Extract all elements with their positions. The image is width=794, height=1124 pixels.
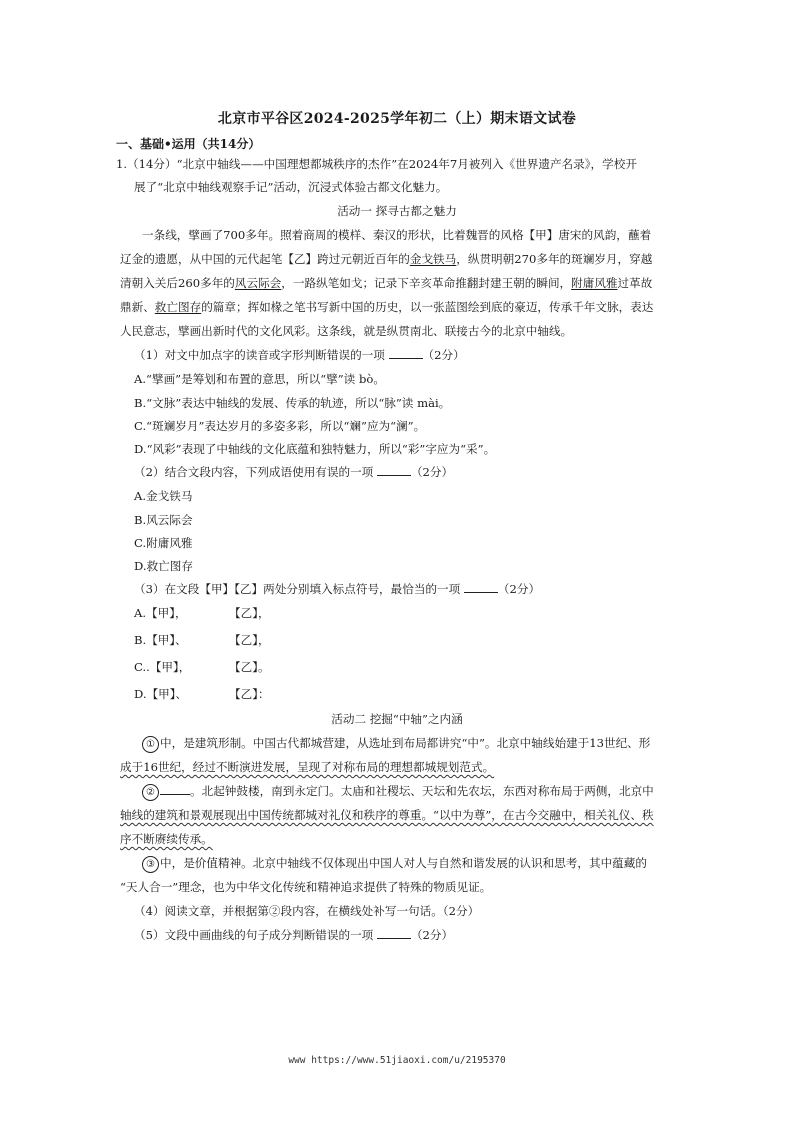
passage-text: 鼎新、 xyxy=(120,300,155,314)
passage1-line5: 人民意志，擘画出新时代的文化风彩。这条线，就是纵贯南北、联接古今的北京中轴线。 xyxy=(120,324,573,338)
option-d: D.“风彩”表现了中轴线的文化底蕴和独特魅力，所以“彩”字应为“采”。 xyxy=(134,442,496,456)
passage2-para2-line1 xyxy=(142,781,654,801)
answer-blank[interactable] xyxy=(464,580,498,593)
wavy-underlined-sentence: 成于16世纪，经过不断演进发展，呈现了对称布局的理想都城规划范式。 xyxy=(120,760,495,774)
passage1-line2 xyxy=(120,249,652,269)
option-c-right: 【乙】。 xyxy=(229,660,270,674)
option-c-left: C..【甲】， xyxy=(134,660,191,674)
sub-question-1 xyxy=(134,345,465,365)
sub-question-4: （4）阅读文章，并根据第②段内容，在横线处补写一句话。（2分） xyxy=(134,904,480,918)
passage2-para2-line3 xyxy=(120,829,213,849)
idiom-underlined: 救亡图存 xyxy=(154,300,202,314)
answer-blank[interactable] xyxy=(377,463,411,476)
passage-text: 辽金的遗愿，从中国的元代起笔【乙】跨过元朝近百年的 xyxy=(120,252,410,266)
passage2-para1-line1 xyxy=(142,733,650,753)
question-text: （5）文段中画曲线的句子成分判断错误的一项 xyxy=(134,928,374,942)
option-c: C.附庸风雅 xyxy=(134,536,193,550)
wavy-underlined-sentence: 轴线的建筑和景观展现出中国传统都城对礼仪和秩序的尊重。“以中为尊”，在古今交融中，相关礼仪、秩 xyxy=(120,808,654,822)
option-d: D.救亡图存 xyxy=(134,559,193,573)
activity1-heading: 活动一 探寻古都之魅力 xyxy=(337,204,457,218)
passage-text: ，一路纵笔如戈；记录下辛亥革命推翻封建王朝的瞬间， xyxy=(281,276,572,290)
question-text: （1）对文中加点字的读音或字形判断错误的一项 xyxy=(134,348,385,362)
option-b: B.“文脉”表达中轴线的发展、传承的轨迹，所以“脉”读 mài。 xyxy=(134,396,451,410)
passage-text: 的篇章；挥如椽之笔书写新中国的历史，以一张蓝图绘到底的豪迈，传承千年文脉，表达 xyxy=(201,300,654,314)
question-score: （2分） xyxy=(410,928,454,942)
answer-blank[interactable] xyxy=(389,346,423,359)
section-heading: 一、基础•运用（共14分） xyxy=(116,137,261,151)
option-b-right: 【乙】， xyxy=(229,633,270,647)
option-a: A.金戈铁马 xyxy=(134,489,193,503)
question-score: （2分） xyxy=(497,582,541,596)
passage2-para3-line1 xyxy=(142,853,647,873)
passage-text: 中，是建筑形制。中国古代都城营建，从选址到布局都讲究“中”。北京中轴线始建于13世纪、形 xyxy=(160,736,651,750)
question-score: （2分） xyxy=(410,465,454,479)
option-b: B.风云际会 xyxy=(134,513,193,527)
passage-text: ，纵贯明朝270多年的斑斓岁月，穿越 xyxy=(456,252,653,266)
option-b-left: B.【甲】、 xyxy=(134,633,187,647)
question-text: （3）在文段【甲】【乙】两处分别填入标点符号，最恰当的一项 xyxy=(134,582,461,596)
option-a: A.“擘画”是筹划和布置的意思，所以“擘”读 bò。 xyxy=(134,372,385,386)
option-d-left: D.【甲】、 xyxy=(134,687,188,701)
passage1-line3 xyxy=(120,273,652,293)
circled-number-2: ② xyxy=(142,784,159,801)
question-score: （2分） xyxy=(422,348,465,362)
sub-question-5 xyxy=(134,925,453,945)
passage2-para1-line2 xyxy=(120,757,494,777)
option-d-right: 【乙】： xyxy=(229,687,270,701)
passage2-para3-line2: “天人合一”理念，也为中华文化传统和精神追求提供了特殊的物质见证。 xyxy=(120,880,492,894)
option-a-left: A.【甲】， xyxy=(134,606,187,620)
passage1-line1: 一条线，擘画了700多年。照着商周的模样、秦汉的形状，比着魏晋的风格【甲】唐宋的风韵，蘸着 xyxy=(142,228,652,242)
circled-number-1: ① xyxy=(142,736,159,753)
sub-question-3 xyxy=(134,579,540,599)
footer-watermark-url: www https://www.51jiaoxi.com/u/2195370 xyxy=(288,1055,506,1066)
wavy-underlined-sentence: 序不断赓续传承。 xyxy=(120,832,213,846)
question-text: （2）结合文段内容，下列成语使用有误的一项 xyxy=(134,465,374,479)
activity2-heading: 活动二 挖掘“中轴”之内涵 xyxy=(331,712,463,726)
option-c: C.“斑斓岁月”表达岁月的多姿多彩，所以“斓”应为“澜”。 xyxy=(134,419,426,433)
passage-text: 清朝入关后260多年的 xyxy=(120,276,235,290)
idiom-underlined: 附庸风雅 xyxy=(571,276,618,290)
q1-line1: 1.（14分）“北京中轴线——中国理想都城秩序的杰作”在2024年7月被列入《世界遗产名录》，学校开 xyxy=(116,157,637,171)
answer-blank[interactable] xyxy=(377,926,411,939)
q1-line2: 展了“北京中轴线观察手记”活动，沉浸式体验古都文化魅力。 xyxy=(134,180,448,194)
circled-number-3: ③ xyxy=(142,856,159,873)
option-a-right: 【乙】， xyxy=(229,606,270,620)
passage-text: 过革故 xyxy=(617,276,653,290)
passage2-para2-line2 xyxy=(120,805,654,825)
idiom-underlined: 风云际会 xyxy=(234,276,282,290)
page-title: 北京市平谷区2024-2025学年初二（上）期末语文试卷 xyxy=(217,111,577,127)
sub-question-2 xyxy=(134,462,453,482)
passage-text: 。北起钟鼓楼，南到永定门。太庙和社稷坛、天坛和先农坛，东西对称布局于两侧，北京中 xyxy=(190,784,654,798)
answer-blank[interactable] xyxy=(160,782,190,795)
idiom-underlined: 金戈铁马 xyxy=(409,252,457,266)
passage1-line4 xyxy=(120,297,653,317)
passage-text: 中，是价值精神。北京中轴线不仅体现出中国人对人与自然和谐发展的认识和思考，其中蕴藏的 xyxy=(160,856,647,870)
